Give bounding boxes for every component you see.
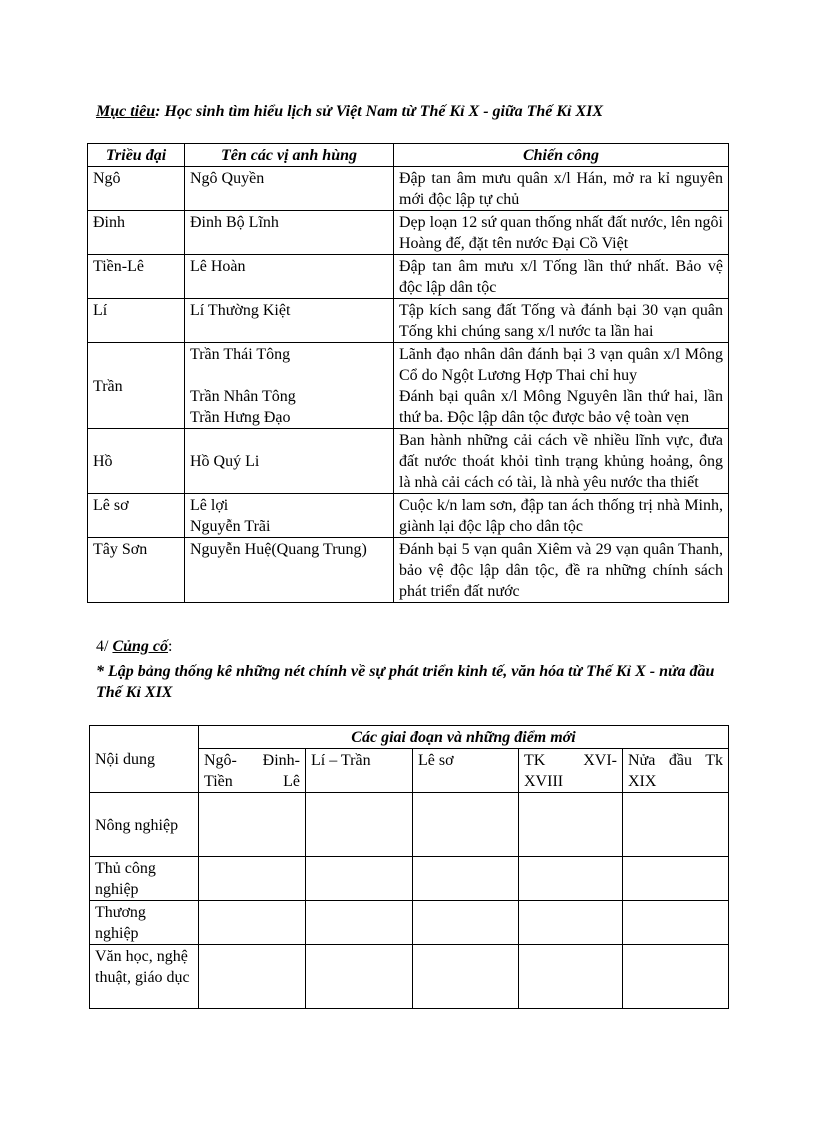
empty-cell[interactable] — [519, 945, 623, 1009]
feat-cell: Đập tan âm mưu x/l Tống lần thứ nhất. Bảo vệ độc lập dân tộc — [394, 255, 729, 299]
period-cell: Lí – Trần — [306, 749, 413, 793]
table-row — [88, 299, 729, 343]
table-row — [88, 494, 729, 538]
dynasty-cell: Lí — [88, 299, 185, 343]
feat-cell — [394, 343, 729, 429]
empty-cell[interactable] — [199, 857, 306, 901]
feat-cell: Đập tan âm mưu quân x/l Hán, mở ra kỉ nguyên mới độc lập tự chủ — [394, 167, 729, 211]
feat-cell: Ban hành những cải cách về nhiều lĩnh vực, đưa đất nước thoát khỏi tình trạng khủng hoảng, ông là nhà cải cách có tài, là nhà yêu nước tha thiết — [394, 429, 729, 494]
empty-cell[interactable] — [306, 901, 413, 945]
header-heroes: Tên các vị anh hùng — [185, 144, 394, 167]
hero-name: Trần Thái Tông — [190, 346, 291, 363]
heroes-cell: Đinh Bộ Lĩnh — [185, 211, 394, 255]
empty-cell[interactable] — [413, 945, 519, 1009]
heroes-table — [87, 143, 729, 603]
empty-cell[interactable] — [199, 945, 306, 1009]
empty-cell[interactable] — [306, 793, 413, 857]
period-cell: Nửa đầu Tk XIX — [623, 749, 729, 793]
table-row — [88, 167, 729, 211]
empty-cell[interactable] — [623, 945, 729, 1009]
row-label: Văn học, nghệ thuật, giáo dục — [90, 945, 199, 1009]
feat-cell: Tập kích sang đất Tống và đánh bại 30 vạn quân Tống khi chúng sang x/l nước ta lần hai — [394, 299, 729, 343]
hero-name: Lê lợi — [190, 497, 229, 514]
empty-cell[interactable] — [413, 901, 519, 945]
table-row — [90, 857, 729, 901]
dynasty-cell: Lê sơ — [88, 494, 185, 538]
table-row — [90, 945, 729, 1009]
table-row — [90, 793, 729, 857]
period-cell: Ngô- Đinh- Tiền Lê — [199, 749, 306, 793]
empty-cell[interactable] — [413, 857, 519, 901]
empty-cell[interactable] — [413, 793, 519, 857]
periods-header: Các giai đoạn và những điểm mới — [199, 726, 729, 749]
hero-name: Nguyễn Trãi — [190, 518, 271, 535]
hero-name: Trần Nhân Tông — [190, 388, 296, 405]
empty-cell[interactable] — [623, 857, 729, 901]
heroes-cell: Hồ Quý Li — [185, 429, 394, 494]
feat-cell: Đánh bại 5 vạn quân Xiêm và 29 vạn quân Thanh, bảo vệ độc lập dân tộc, đề ra những chính sách phát triển đất nước — [394, 538, 729, 603]
section-4-task: * Lập bảng thống kê những nét chính về sự phát triển kinh tế, văn hóa từ Thế Kỉ X - nửa đầu Thế Kỉ XIX — [96, 663, 715, 701]
dynasty-cell: Tiền-Lê — [88, 255, 185, 299]
empty-cell[interactable] — [519, 857, 623, 901]
section-4-label: Củng cố — [112, 638, 169, 655]
empty-cell[interactable] — [199, 793, 306, 857]
feat-text: Lãnh đạo nhân dân đánh bại 3 vạn quân x/l Mông Cổ do Ngột Lương Hợp Thai chỉ huy — [399, 346, 723, 384]
content-header: Nội dung — [90, 726, 199, 793]
heroes-cell — [185, 343, 394, 429]
period-cell: TK XVI- XVIII — [519, 749, 623, 793]
empty-cell[interactable] — [306, 857, 413, 901]
dynasty-cell: Trần — [88, 343, 185, 429]
dynasty-cell: Đinh — [88, 211, 185, 255]
period-cell: Lê sơ — [413, 749, 519, 793]
feat-cell: Cuộc k/n lam sơn, đập tan ách thống trị nhà Minh, giành lại độc lập cho dân tộc — [394, 494, 729, 538]
development-table — [89, 725, 729, 1009]
objective-label: Mục tiêu — [96, 103, 156, 120]
dynasty-cell: Ngô — [88, 167, 185, 211]
dynasty-cell: Tây Sơn — [88, 538, 185, 603]
table-row — [88, 343, 729, 429]
empty-cell[interactable] — [519, 793, 623, 857]
table-row — [90, 901, 729, 945]
section-4-suffix: : — [168, 638, 173, 655]
table-row — [88, 211, 729, 255]
header-feats: Chiến công — [394, 144, 729, 167]
empty-cell[interactable] — [519, 901, 623, 945]
hero-name: Trần Hưng Đạo — [190, 409, 291, 426]
heroes-cell: Ngô Quyền — [185, 167, 394, 211]
section-4-heading — [96, 638, 172, 656]
heroes-cell: Lí Thường Kiệt — [185, 299, 394, 343]
dynasty-cell: Hồ — [88, 429, 185, 494]
heroes-cell — [185, 494, 394, 538]
row-label: Nông nghiệp — [90, 793, 199, 857]
objective-text: : Học sinh tìm hiểu lịch sử Việt Nam từ Thế Kỉ X - giữa Thế Kỉ XIX — [155, 103, 604, 120]
row-label: Thương nghiệp — [90, 901, 199, 945]
heroes-cell: Nguyễn Huệ(Quang Trung) — [185, 538, 394, 603]
empty-cell[interactable] — [623, 901, 729, 945]
header-dynasty: Triều đại — [88, 144, 185, 167]
section-4-prefix: 4/ — [96, 638, 113, 655]
heroes-table-header — [88, 144, 729, 167]
table-row — [88, 538, 729, 603]
table-row — [88, 429, 729, 494]
empty-cell[interactable] — [199, 901, 306, 945]
table-row — [88, 255, 729, 299]
heroes-cell: Lê Hoàn — [185, 255, 394, 299]
objective-line — [96, 103, 603, 121]
empty-cell[interactable] — [306, 945, 413, 1009]
empty-cell[interactable] — [623, 793, 729, 857]
row-label: Thủ công nghiệp — [90, 857, 199, 901]
feat-text: Đánh bại quân x/l Mông Nguyên lần thứ hai, lần thứ ba. Độc lập dân tộc được bảo vệ toàn vẹn — [399, 388, 723, 426]
feat-cell: Dẹp loạn 12 sứ quan thống nhất đất nước, lên ngôi Hoàng đế, đặt tên nước Đại Cồ Việt — [394, 211, 729, 255]
dev-table-header — [90, 726, 729, 749]
